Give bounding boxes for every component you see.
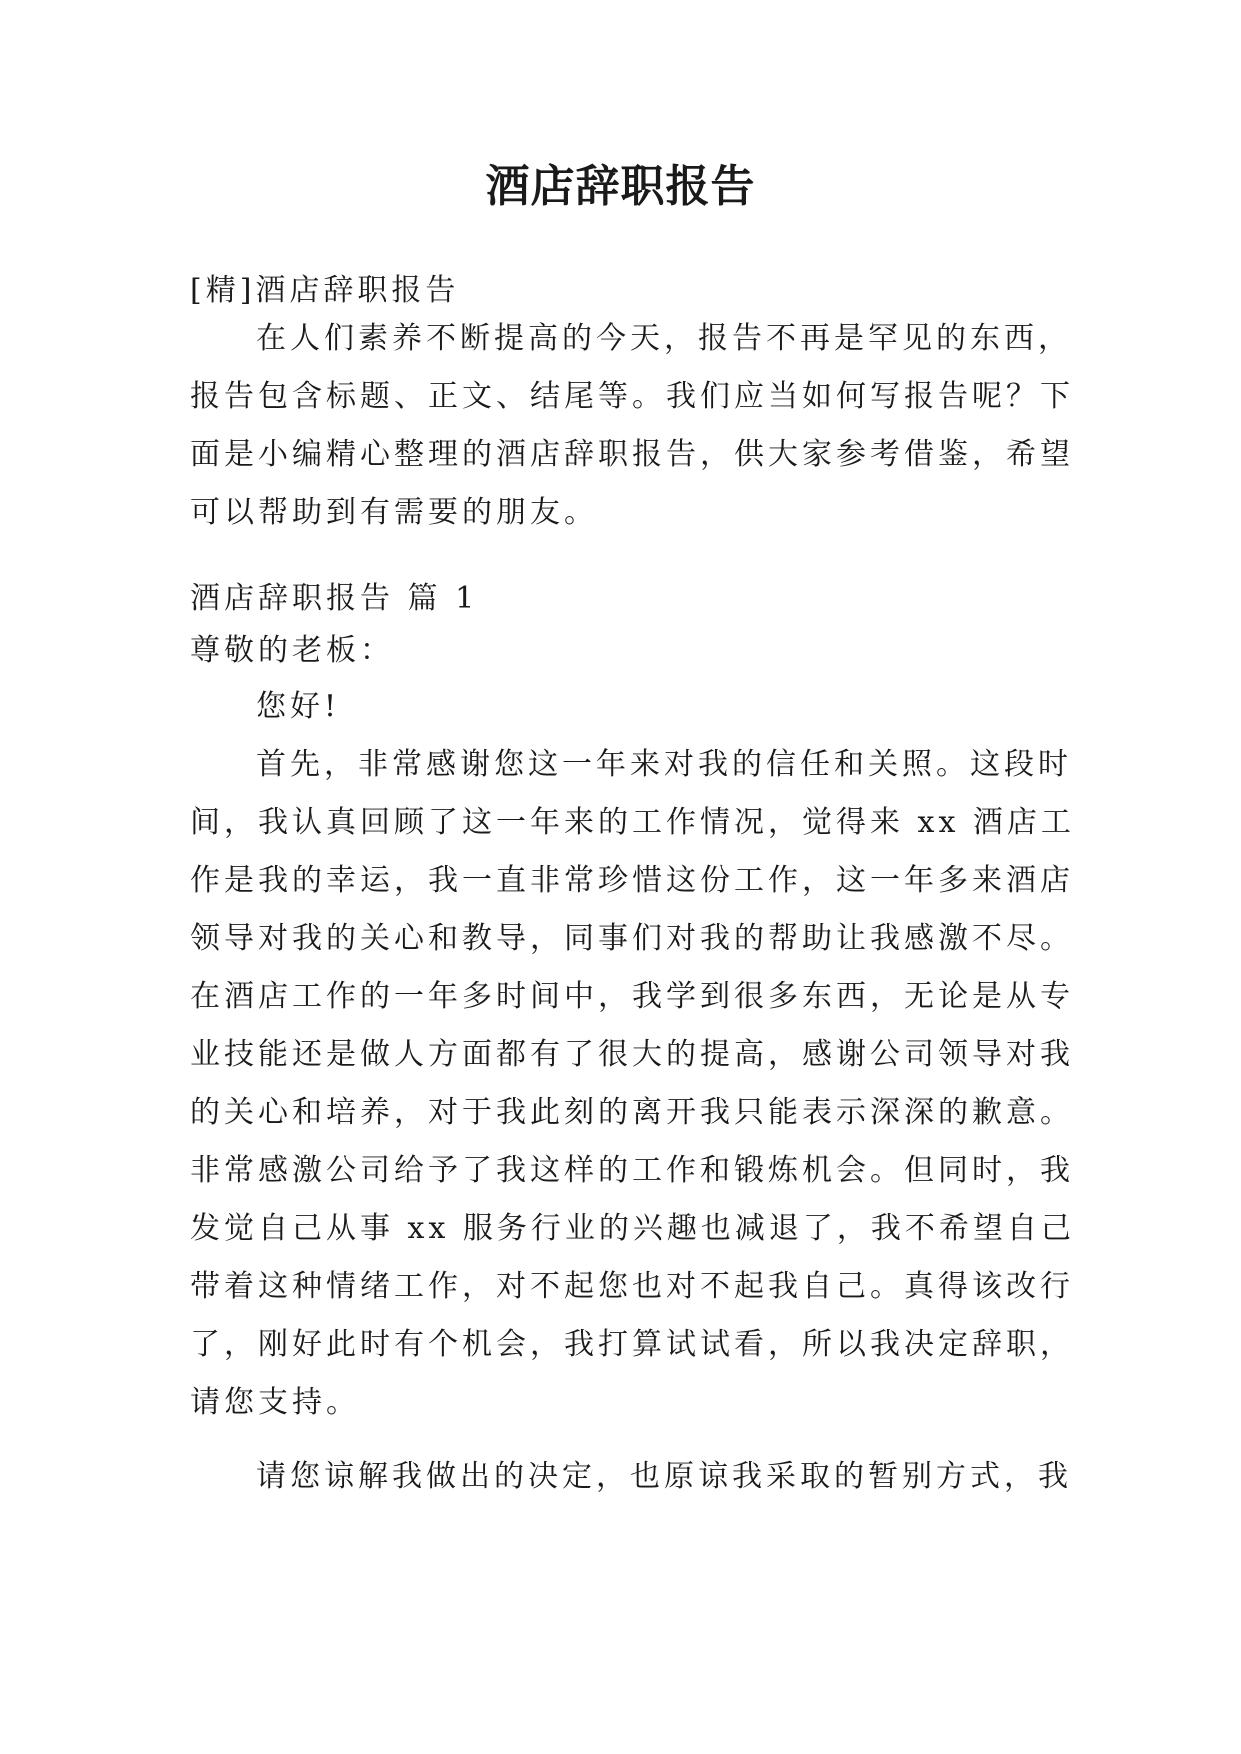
paragraph-line: 在酒店工作的一年多时间中，我学到很多东西，无论是从专 <box>190 979 1074 1014</box>
paragraph-line: 带着这种情绪工作，对不起您也对不起我自己。真得该改行 <box>190 1269 1074 1304</box>
greeting <box>190 678 1060 736</box>
paragraph-line: 了，刚好此时有个机会，我打算试试看，所以我决定辞职， <box>190 1327 1074 1362</box>
paragraph-line: 在人们素养不断提高的今天，报告不再是罕见的东西， <box>256 321 1072 356</box>
paragraph-line: 间，我认真回顾了这一年来的工作情况，觉得来 xx 酒店工 <box>190 805 1075 840</box>
paragraph-line: 领导对我的关心和教导，同事们对我的帮助让我感激不尽。 <box>190 921 1074 956</box>
greeting-text: 您好! <box>256 689 341 724</box>
paragraph-line: 请您支持。 <box>190 1385 360 1420</box>
body-paragraph-1 <box>190 736 1075 1432</box>
salutation-text: 尊敬的老板： <box>190 633 394 668</box>
paragraph-line: 报告包含标题、正文、结尾等。我们应当如何写报告呢？下 <box>190 379 1074 414</box>
paragraph-line: 作是我的幸运，我一直非常珍惜这份工作，这一年多来酒店 <box>190 863 1074 898</box>
paragraph-line: 请您谅解我做出的决定，也原谅我采取的暂别方式，我 <box>256 1459 1072 1494</box>
paragraph-line: 可以帮助到有需要的朋友。 <box>190 495 598 530</box>
section-heading-text: 酒店辞职报告 篇 1 <box>190 581 479 616</box>
document-title: 酒店辞职报告 <box>485 161 756 212</box>
paragraph-line: 面是小编精心整理的酒店辞职报告，供大家参考借鉴，希望 <box>190 437 1074 472</box>
salutation <box>190 622 1060 680</box>
paragraph-line: 业技能还是做人方面都有了很大的提高，感谢公司领导对我 <box>190 1037 1074 1072</box>
paragraph-line: 的关心和培养，对于我此刻的离开我只能表示深深的歉意。 <box>190 1095 1074 1130</box>
intro-paragraph <box>190 310 1074 542</box>
subtitle-line: [精]酒店辞职报告 <box>190 273 460 308</box>
body-paragraph-2 <box>190 1448 1072 1506</box>
paragraph-line: 发觉自己从事 xx 服务行业的兴趣也减退了，我不希望自己 <box>190 1211 1075 1246</box>
paragraph-line: 非常感激公司给予了我这样的工作和锻炼机会。但同时，我 <box>190 1153 1074 1188</box>
section-heading <box>190 570 1060 628</box>
paragraph-line: 首先，非常感谢您这一年来对我的信任和关照。这段时 <box>256 747 1072 782</box>
